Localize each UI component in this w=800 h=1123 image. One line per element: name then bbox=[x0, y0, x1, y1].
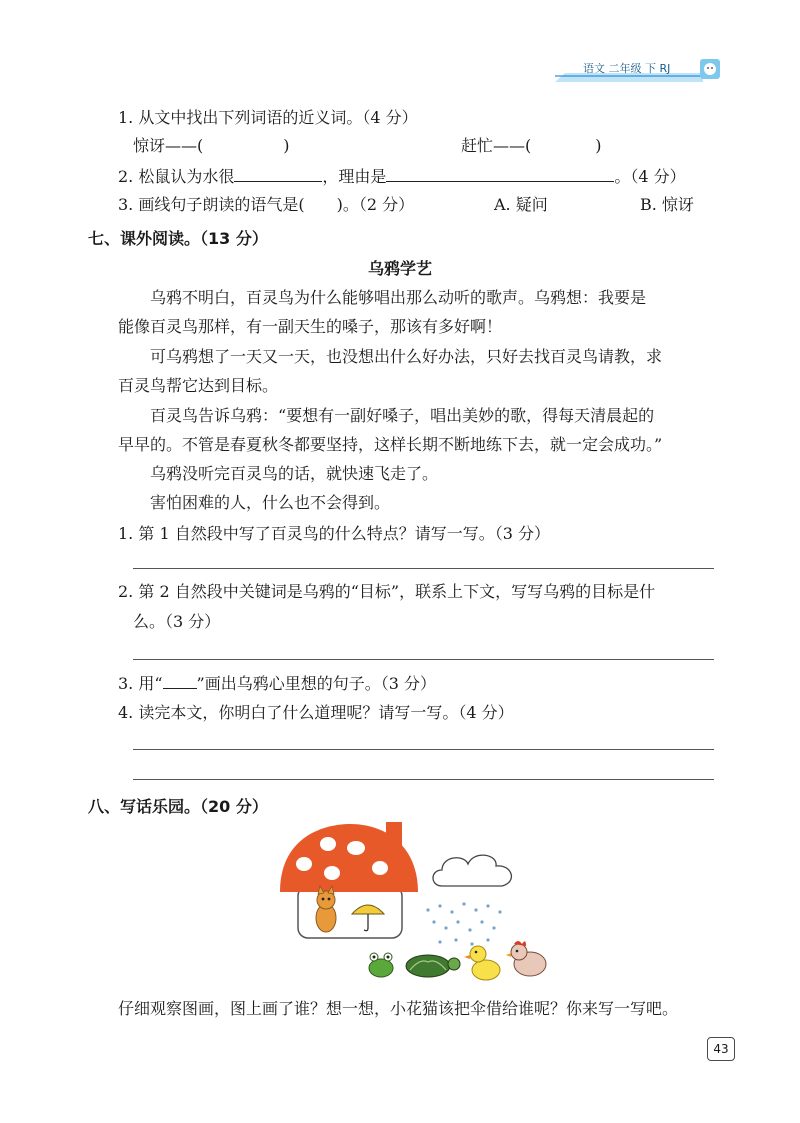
q6-1: 1. 从文中找出下列词语的近义词。（4 分） bbox=[118, 108, 418, 127]
rain-cloud-icon bbox=[426, 855, 511, 945]
q3-part2: ”画出乌鸦心里想的句子。（3 分） bbox=[196, 674, 436, 693]
s7-question-2-cont: 么。（3 分） bbox=[133, 612, 221, 631]
q6-3: 3. 画线句子朗读的语气是( )。（2 分） bbox=[118, 195, 415, 214]
cat-icon bbox=[316, 886, 336, 932]
story-line: 可乌鸦想了一天又一天，也没想出什么好办法，只好去找百灵鸟请教，求 bbox=[150, 347, 663, 366]
s7-question-1: 1. 第 1 自然段中写了百灵鸟的什么特点？请写一写。（3 分） bbox=[118, 524, 550, 543]
q6-3-option-b: B. 惊讶 bbox=[640, 195, 694, 214]
story-title: 乌鸦学艺 bbox=[367, 259, 432, 278]
story-line: 害怕困难的人，什么也不会得到。 bbox=[150, 493, 391, 512]
q6-2-part2: ，理由是 bbox=[322, 167, 387, 186]
writing-prompt: 仔细观察图画，图上画了谁？想一想，小花猫该把伞借给谁呢？你来写一写吧。 bbox=[118, 999, 679, 1018]
q6-1-item2: 赶忙——( ) bbox=[461, 136, 602, 155]
q6-3-option-a: A. 疑问 bbox=[494, 195, 548, 214]
story-line: 乌鸦没听完百灵鸟的话，就快速飞走了。 bbox=[150, 464, 439, 483]
answer-line[interactable] bbox=[133, 779, 714, 780]
answer-line[interactable] bbox=[133, 568, 714, 569]
s7-question-3 bbox=[118, 670, 436, 696]
answer-line[interactable] bbox=[133, 659, 714, 660]
section-8-heading: 八、写话乐园。（20 分） bbox=[88, 797, 268, 816]
s7-question-4: 4. 读完本文，你明白了什么道理呢？请写一写。（4 分） bbox=[118, 703, 514, 722]
header-subject: 语文 二年级 下 RJ bbox=[583, 62, 671, 75]
hen-icon bbox=[506, 941, 546, 976]
mushroom-stem bbox=[298, 886, 402, 938]
q6-2 bbox=[118, 163, 686, 189]
story-line: 百灵鸟告诉乌鸦：“要想有一副好嗓子，唱出美妙的歌，得每天清晨起的 bbox=[150, 406, 655, 425]
illustration bbox=[270, 818, 560, 988]
story-line: 早早的。不管是春夏秋冬都要坚持，这样长期不断地练下去，就一定会成功。” bbox=[118, 435, 663, 454]
q6-2-part3: 。（4 分） bbox=[614, 167, 686, 186]
story-line: 能像百灵鸟那样，有一副天生的嗓子，那该有多好啊！ bbox=[118, 317, 503, 336]
story-line: 百灵鸟帮它达到目标。 bbox=[118, 376, 279, 395]
q6-1-item1: 惊讶——( ) bbox=[133, 136, 290, 155]
story-line: 乌鸦不明白，百灵鸟为什么能够唱出那么动听的歌声。乌鸦想：我要是 bbox=[150, 288, 647, 307]
answer-blank[interactable] bbox=[386, 163, 614, 182]
turtle-icon bbox=[406, 955, 460, 977]
frog-icon bbox=[369, 953, 393, 977]
q3-part1: 3. 用“ bbox=[118, 674, 163, 693]
q6-2-part1: 2. 松鼠认为水很 bbox=[118, 167, 235, 186]
underline-sample bbox=[163, 670, 197, 689]
duckling-icon bbox=[464, 946, 500, 980]
s7-question-2: 2. 第 2 自然段中关键词是乌鸦的“目标”，联系上下文，写写乌鸦的目标是什 bbox=[118, 582, 656, 601]
answer-line[interactable] bbox=[133, 749, 714, 750]
bear-icon bbox=[704, 63, 716, 75]
answer-blank[interactable] bbox=[234, 163, 322, 182]
page-number: 43 bbox=[707, 1037, 735, 1061]
section-7-heading: 七、课外阅读。（13 分） bbox=[88, 229, 268, 248]
